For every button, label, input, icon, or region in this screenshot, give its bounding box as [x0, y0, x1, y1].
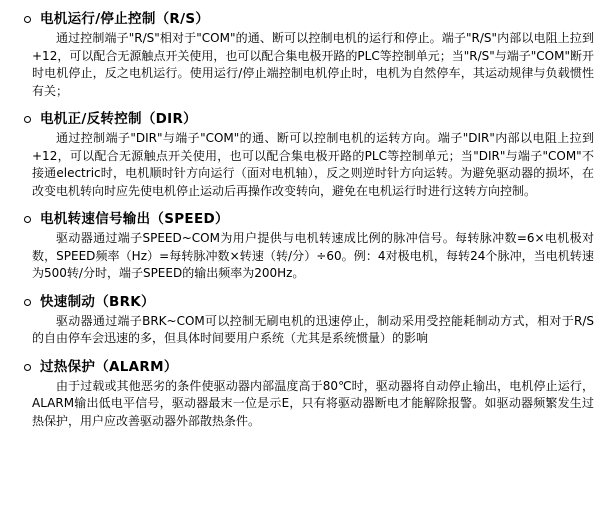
section-direction — [14, 110, 600, 200]
section-run-stop — [14, 10, 600, 100]
section-heading — [14, 293, 600, 311]
section-heading — [14, 210, 600, 228]
section-body-text: 由于过载或其他恶劣的条件使驱动器内部温度高于80℃时，驱动器将自动停止输出，电机停止运行，ALARM输出低电平信号，驱动器最末一位是示E，只有将驱动器断电才能解除报警。如驱动器频繁发生过热保护，用户应改善驱动器外部散热条件。 — [32, 378, 594, 428]
section-heading — [14, 358, 600, 376]
section-overheat-protection — [14, 358, 600, 431]
bullet-icon — [24, 216, 31, 223]
bullet-icon — [24, 364, 31, 371]
section-speed-output — [14, 210, 600, 283]
bullet-icon — [24, 116, 31, 123]
section-heading-text: 电机运行/停止控制（R/S） — [40, 11, 210, 27]
section-body-text: 驱动器通过端子SPEED~COM为用户提供与电机转速成比例的脉冲信号。每转脉冲数=6×电机极对数，SPEED频率（Hz）=每转脉冲数×转速（转/分）÷60。例：4对极电机，每转24个脉冲，当电机转速为500转/分时，端子SPEED的输出频率为200Hz。 — [32, 231, 594, 280]
section-heading — [14, 10, 600, 28]
bullet-icon — [24, 299, 31, 306]
section-heading-text: 电机正/反转控制（DIR） — [40, 111, 197, 127]
section-body-text: 驱动器通过端子BRK~COM可以控制无刷电机的迅速停止，制动采用受控能耗制动方式，相对于R/S的自由停车会迅速的多，但具体时间要用户系统（尤其是系统惯量）的影响 — [32, 313, 594, 345]
section-heading — [14, 110, 600, 128]
section-body-text: 通过控制端子"R/S"相对于"COM"的通、断可以控制电机的运行和停止。端子"R/S"内部以电阻上拉到+12，可以配合无源触点开关使用，也可以配合集电极开路的PLC等控制单元；当"R/S"与端子"COM"断开时电机停止，反之电机运行。使用运行/停止端控制电机停止时，电机为自然停车，其运动规律与负载惯性有关； — [32, 31, 594, 98]
section-heading-text: 过热保护（ALARM） — [40, 358, 178, 375]
section-brake — [14, 293, 600, 348]
section-heading-text: 快速制动（BRK） — [40, 293, 155, 310]
section-heading-text: 电机转速信号输出（SPEED） — [40, 211, 229, 227]
bullet-icon — [24, 16, 31, 23]
section-body-text: 通过控制端子"DIR"与端子"COM"的通、断可以控制电机的运转方向。端子"DIR"内部以电阻上拉到+12，可以配合无源触点开关使用，也可以配合集电极开路的PLC等控制单元；当"DIR"与端子"COM"不接通electric时，电机顺时针方向运行（面对电机轴），反之则逆时针方向运转。为避免驱动器的损坏，在改变电机转向时应先使电机停止运动后再操作改变转向，避免在电机运行时进行这转方向控制。 — [32, 131, 594, 198]
